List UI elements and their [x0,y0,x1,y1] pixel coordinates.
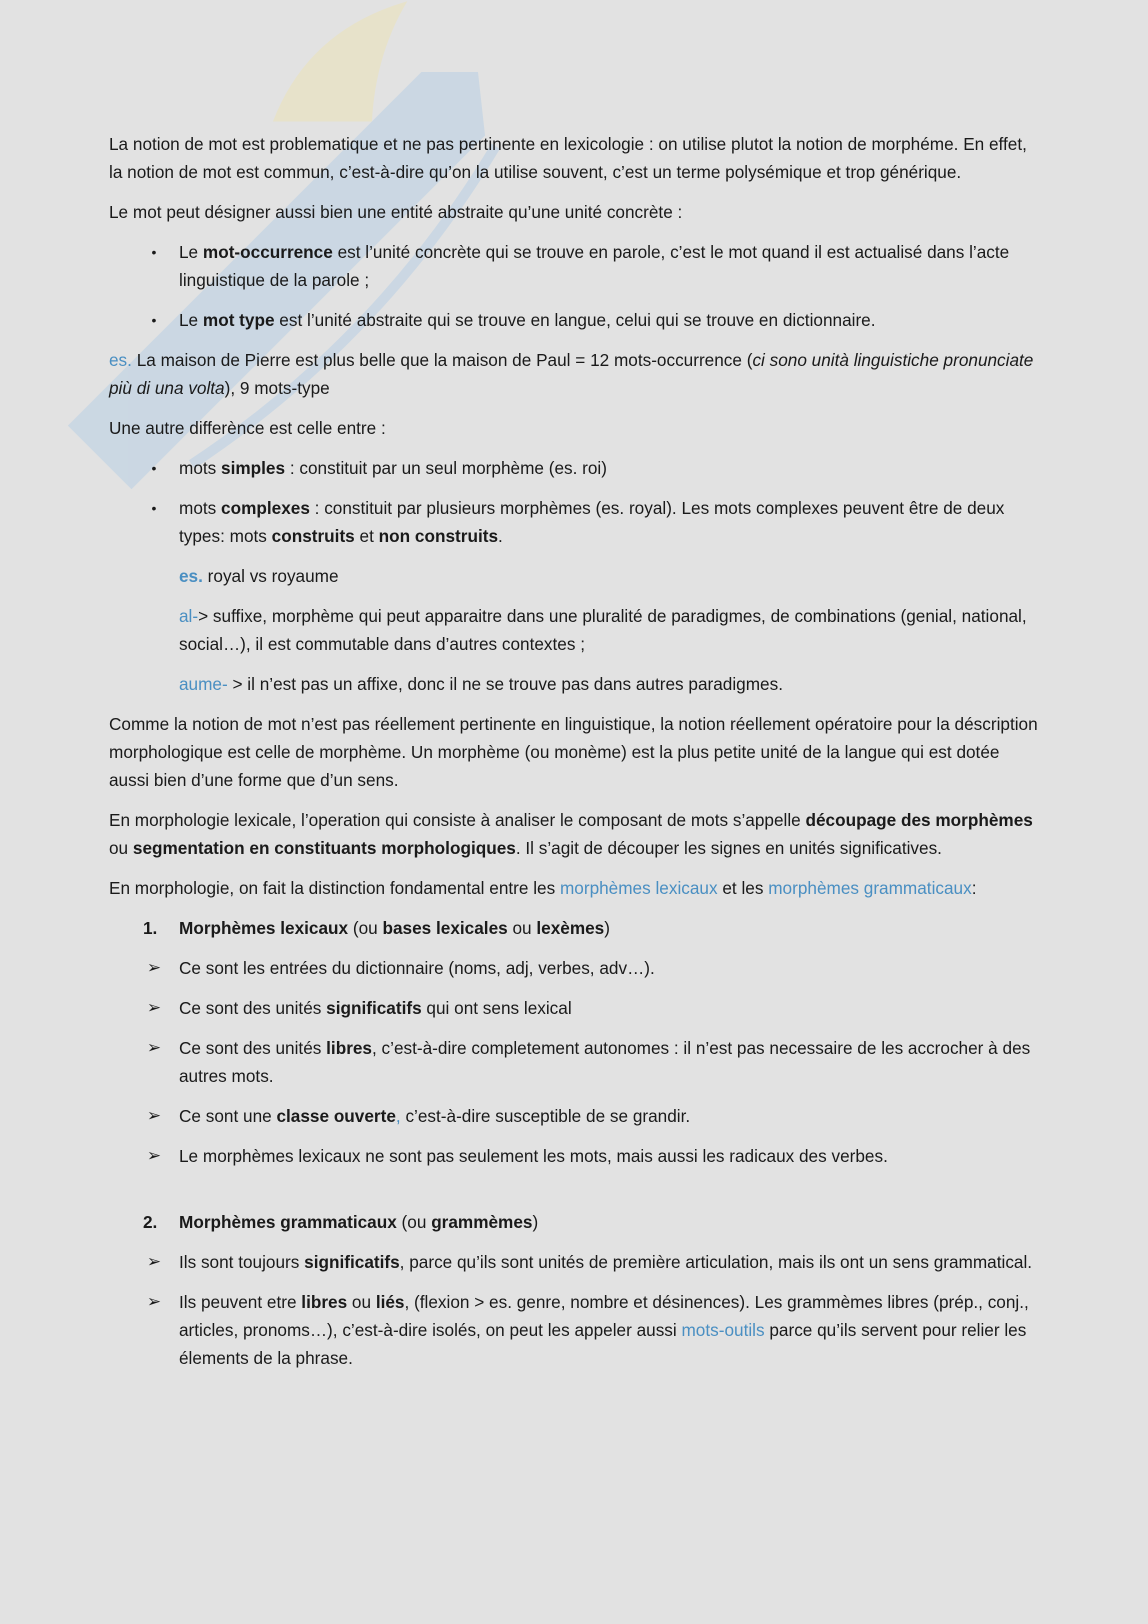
example-royal: es. royal vs royaume [179,566,339,586]
example-label: es. [109,350,132,370]
arrow-bullet-icon: ➢ [146,1106,162,1125]
paragraph-distinction: En morphologie, on fait la distinction fondamental entre les morphèmes lexicaux et les morphèmes grammaticaux: [109,878,977,898]
arrow-bullet-icon: ➢ [146,998,162,1017]
example-paragraph: es. La maison de Pierre est plus belle que la maison de Paul = 12 mots-occurrence (ci sono unità linguistiche pronunciate più di una volta), 9 mots-type [109,350,1034,398]
morpheme-label: aume- [179,674,228,694]
example-aume: aume- > il n’est pas un affixe, donc il ne se trouve pas dans autres paradigmes. [179,674,783,694]
section-number: 2. [143,1212,158,1232]
link-morphemes-lexicaux[interactable]: morphèmes lexicaux [559,878,718,898]
list-item: ➢ Ce sont des unités significatifs qui ont sens lexical [109,994,1039,1022]
bullet-icon: • [151,500,157,516]
bullet-icon: • [151,244,157,260]
section-heading-grammaticaux: 2. Morphèmes grammaticaux (ou grammèmes) [109,1208,1039,1236]
list-item: • mots simples : constituit par un seul morphème (es. roi) [109,454,1039,482]
list-item: • Le mot-occurrence est l’unité concrète qui se trouve en parole, c’est le mot quand il est actualisé dans l’acte linguistique de la parole ; [109,238,1039,294]
paragraph-mot-definition: Le mot peut désigner aussi bien une entité abstraite qu’une unité concrète : [109,202,683,222]
arrow-bullet-icon: ➢ [146,1038,162,1057]
arrow-bullet-icon: ➢ [146,958,162,977]
term-bold: mot-occurrence [202,242,333,262]
arrow-bullet-icon: ➢ [146,1146,162,1165]
paragraph-intro: La notion de mot est problematique et ne pas pertinente en lexicologie : on utilise plutot la notion de morphéme. En effet, la notion de mot est commun, c’est-à-dire qu’on la utilise souvent, c’est un terme polysémique et trop générique. [109,134,1027,182]
morpheme-label: al- [179,606,199,626]
arrow-bullet-icon: ➢ [146,1252,162,1271]
list-item: ➢ Ils sont toujours significatifs, parce qu’ils sont unités de première articulation, mais ils ont un sens grammatical. [109,1248,1039,1276]
link-mots-outils[interactable]: mots-outils [681,1320,765,1340]
list-item: ➢ Ce sont les entrées du dictionnaire (noms, adj, verbes, adv…). [109,954,1039,982]
list-item: ➢ Ce sont des unités libres, c’est-à-dire completement autonomes : il n’est pas necessaire de les accrocher à des autres mots. [109,1034,1039,1090]
bullet-icon: • [151,312,157,328]
list-item: • Le mot type est l’unité abstraite qui se trouve en langue, celui qui se trouve en dictionnaire. [109,306,1039,334]
example-label: es. [179,566,203,586]
paragraph-segmentation: En morphologie lexicale, l’operation qui consiste à analiser le composant de mots s’appelle découpage des morphèmes ou segmentation en constituants morphologiques. Il s’agit de découper les signes en unités significatives. [109,810,1033,858]
example-al-suffix: al-> suffixe, morphème qui peut apparaitre dans une pluralité de paradigmes, de combinations (genial, national, social…), il est commutable dans d’autres contextes ; [179,606,1027,654]
paragraph-morpheme-definition: Comme la notion de mot n’est pas réellement pertinente en linguistique, la notion réellement opératoire pour la déscription morphologique est celle de morphème. Un morphème (ou monème) est la plus petite unité de la langue qui est dotée aussi bien d’une forme que d’un sens. [109,714,1038,790]
section-heading-lexicaux: 1. Morphèmes lexicaux (ou bases lexicales ou lexèmes) [109,914,1039,942]
link-morphemes-grammaticaux[interactable]: morphèmes grammaticaux [768,878,972,898]
list-item: ➢ Ils peuvent etre libres ou liés, (flexion > es. genre, nombre et désinences). Les grammèmes libres (prép., conj., articles, pronoms…), c’est-à-dire isolés, on peut les appeler aussi mots-outils parce qu’ils servent pour relier les élements de la phrase. [109,1288,1039,1372]
list-item: ➢ Ce sont une classe ouverte, c’est-à-dire susceptible de se grandir. [109,1102,1039,1130]
arrow-bullet-icon: ➢ [146,1292,162,1311]
paragraph-difference: Une autre differènce est celle entre : [109,418,386,438]
document-page [109,130,1039,1384]
bullet-icon: • [151,460,157,476]
section-number: 1. [143,918,158,938]
list-item: ➢ Le morphèmes lexicaux ne sont pas seulement les mots, mais aussi les radicaux des verbes. [109,1142,1039,1170]
term-bold: mot type [202,310,275,330]
list-item: • mots complexes : constituit par plusieurs morphèmes (es. royal). Les mots complexes peuvent être de deux types: mots construits et non construits. [109,494,1039,550]
spacer [109,1182,1039,1208]
